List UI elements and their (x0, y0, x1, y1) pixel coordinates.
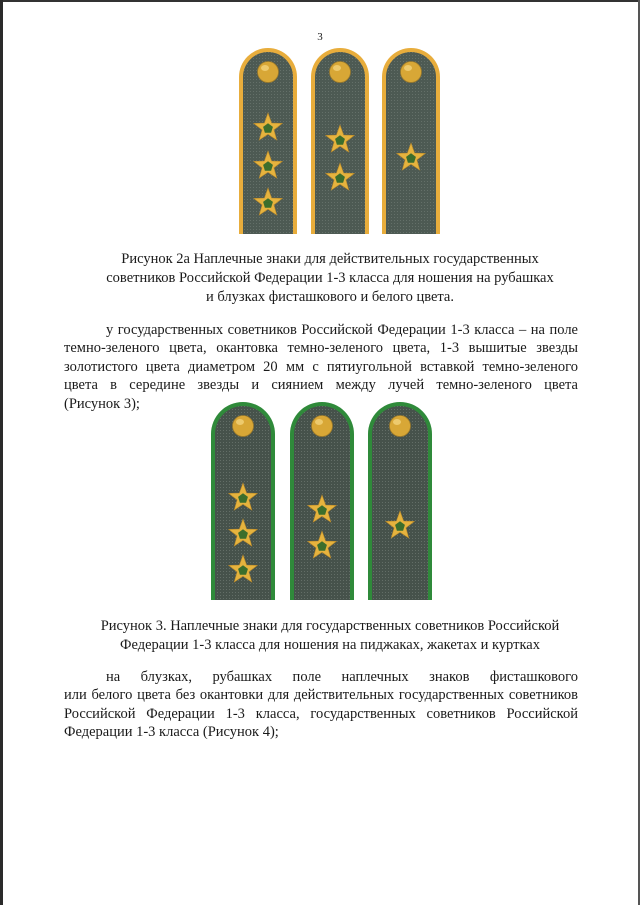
board-button (401, 62, 422, 83)
button-highlight (236, 419, 244, 425)
figure-2a-boards (0, 48, 640, 248)
figure-3-caption-line: Федерации 1-3 класса для ношения на пиджаках, жакетах и куртках (120, 637, 540, 653)
board-button (312, 416, 333, 437)
shoulder-board (290, 402, 354, 600)
board-button (233, 416, 254, 437)
figure-3-caption-line: Рисунок 3. Наплечные знаки для государственных советников Российской (100, 618, 560, 634)
scan-edge-top (0, 0, 640, 2)
button-highlight (315, 419, 323, 425)
button-highlight (393, 419, 401, 425)
shoulder-board (382, 48, 440, 234)
shoulder-board (239, 48, 297, 234)
button-highlight (261, 65, 269, 71)
paragraph-line: Федерации 1-3 класса (Рисунок 4); (64, 724, 279, 741)
board-button (330, 62, 351, 83)
figure-3 (0, 402, 640, 602)
figure-2a (0, 48, 640, 248)
shoulder-board (211, 402, 275, 600)
figure-2a-caption (60, 250, 600, 307)
paragraph-state-councillors (64, 321, 578, 413)
button-highlight (333, 65, 341, 71)
figure-2a-caption-line: и блузках фисташкового и белого цвета. (206, 289, 454, 305)
figure-3-caption (60, 617, 600, 655)
paragraph-line: на блузках, рубашках поле наплечных знаков фисташкового (106, 669, 578, 685)
button-highlight (404, 65, 412, 71)
paragraph-line: (Рисунок 3); (64, 395, 140, 412)
paragraph-line: Российской Федерации 1-3 класса, государственных советников Российской (64, 705, 578, 722)
paragraph-line: золотистого цвета диаметром 20 мм с пятиугольной вставкой темно-зеленого (64, 358, 578, 375)
board-button (390, 416, 411, 437)
board-button (258, 62, 279, 83)
figure-3-boards (0, 402, 640, 602)
paragraph-blouses (64, 668, 578, 742)
paragraph-line: у государственных советников Российской Федерации 1-3 класса – на поле (106, 322, 578, 338)
figure-2a-caption-line: Рисунок 2а Наплечные знаки для действительных государственных (121, 251, 539, 267)
figure-2a-caption-line: советников Российской Федерации 1-3 класса для ношения на рубашках (106, 270, 554, 286)
paragraph-line: цвета в середине звезды и сиянием между лучей темно-зеленого цвета (64, 377, 578, 394)
paragraph-line: или белого цвета без окантовки для действительных государственных советников (64, 687, 578, 704)
shoulder-board (311, 48, 369, 234)
shoulder-board (368, 402, 432, 600)
paragraph-line: темно-зеленого цвета, окантовка темно-зеленого цвета, 1-3 вышитые звезды (64, 340, 578, 357)
page-number: 3 (317, 31, 323, 43)
